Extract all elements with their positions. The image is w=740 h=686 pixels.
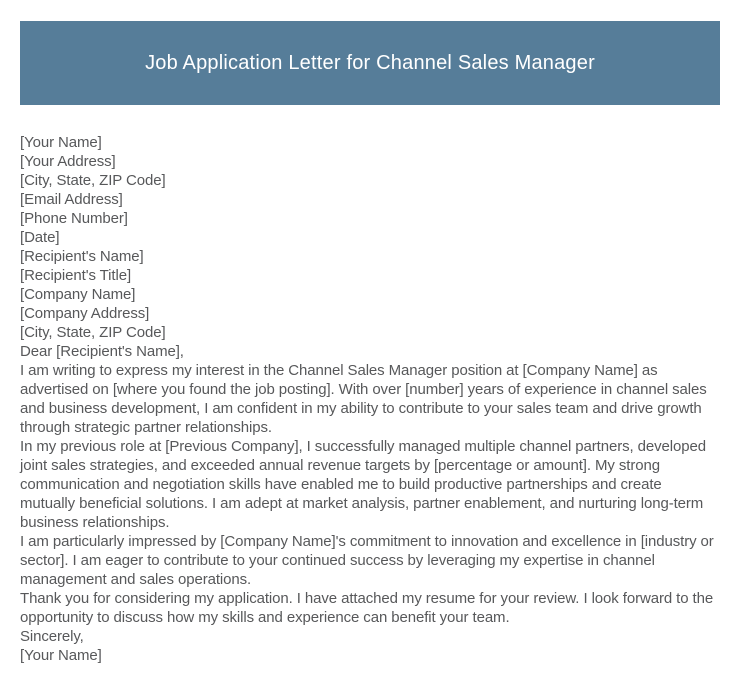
contact-line-email: [Email Address] [20, 191, 123, 208]
paragraph-experience: In my previous role at [Previous Company], I successfully managed multiple channel partners, developed joint sales strategies, and exceeded annual revenue targets by [percentage or amount]. My strong communication and negotiation skills have enabled me to build productive partnerships and create mutually beneficial solutions. I am adept at market analysis, partner enablement, and nurturing long-term business relationships. [20, 438, 706, 531]
contact-line-city-state-zip: [City, State, ZIP Code] [20, 172, 166, 189]
title-banner [20, 21, 720, 105]
paragraph-introduction: I am writing to express my interest in the Channel Sales Manager position at [Company Name] as advertised on [where you found the job posting]. With over [number] years of experience in channel sales and business development, I am confident in my ability to contribute to your sales team and drive growth through strategic partner relationships. [20, 362, 707, 436]
recipient-line-company-name: [Company Name] [20, 286, 136, 303]
contact-line-phone: [Phone Number] [20, 210, 128, 227]
closing: Sincerely, [20, 628, 84, 645]
letter-body [20, 133, 720, 665]
recipient-line-company-address: [Company Address] [20, 305, 150, 322]
signature: [Your Name] [20, 647, 102, 664]
contact-line-your-address: [Your Address] [20, 153, 116, 170]
contact-line-date: [Date] [20, 229, 60, 246]
contact-line-your-name: [Your Name] [20, 134, 102, 151]
recipient-line-name: [Recipient's Name] [20, 248, 144, 265]
page-title: Job Application Letter for Channel Sales Manager [145, 51, 595, 74]
paragraph-company-interest: I am particularly impressed by [Company Name]'s commitment to innovation and excellence in [industry or sector]. I am eager to contribute to your continued success by leveraging my expertise in channel management and sales operations. [20, 533, 714, 588]
salutation: Dear [Recipient's Name], [20, 343, 184, 360]
recipient-line-title: [Recipient's Title] [20, 267, 132, 284]
recipient-line-city-state-zip: [City, State, ZIP Code] [20, 324, 166, 341]
paragraph-thank-you: Thank you for considering my application. I have attached my resume for your review. I look forward to the opportunity to discuss how my skills and experience can benefit your team. [20, 590, 714, 626]
